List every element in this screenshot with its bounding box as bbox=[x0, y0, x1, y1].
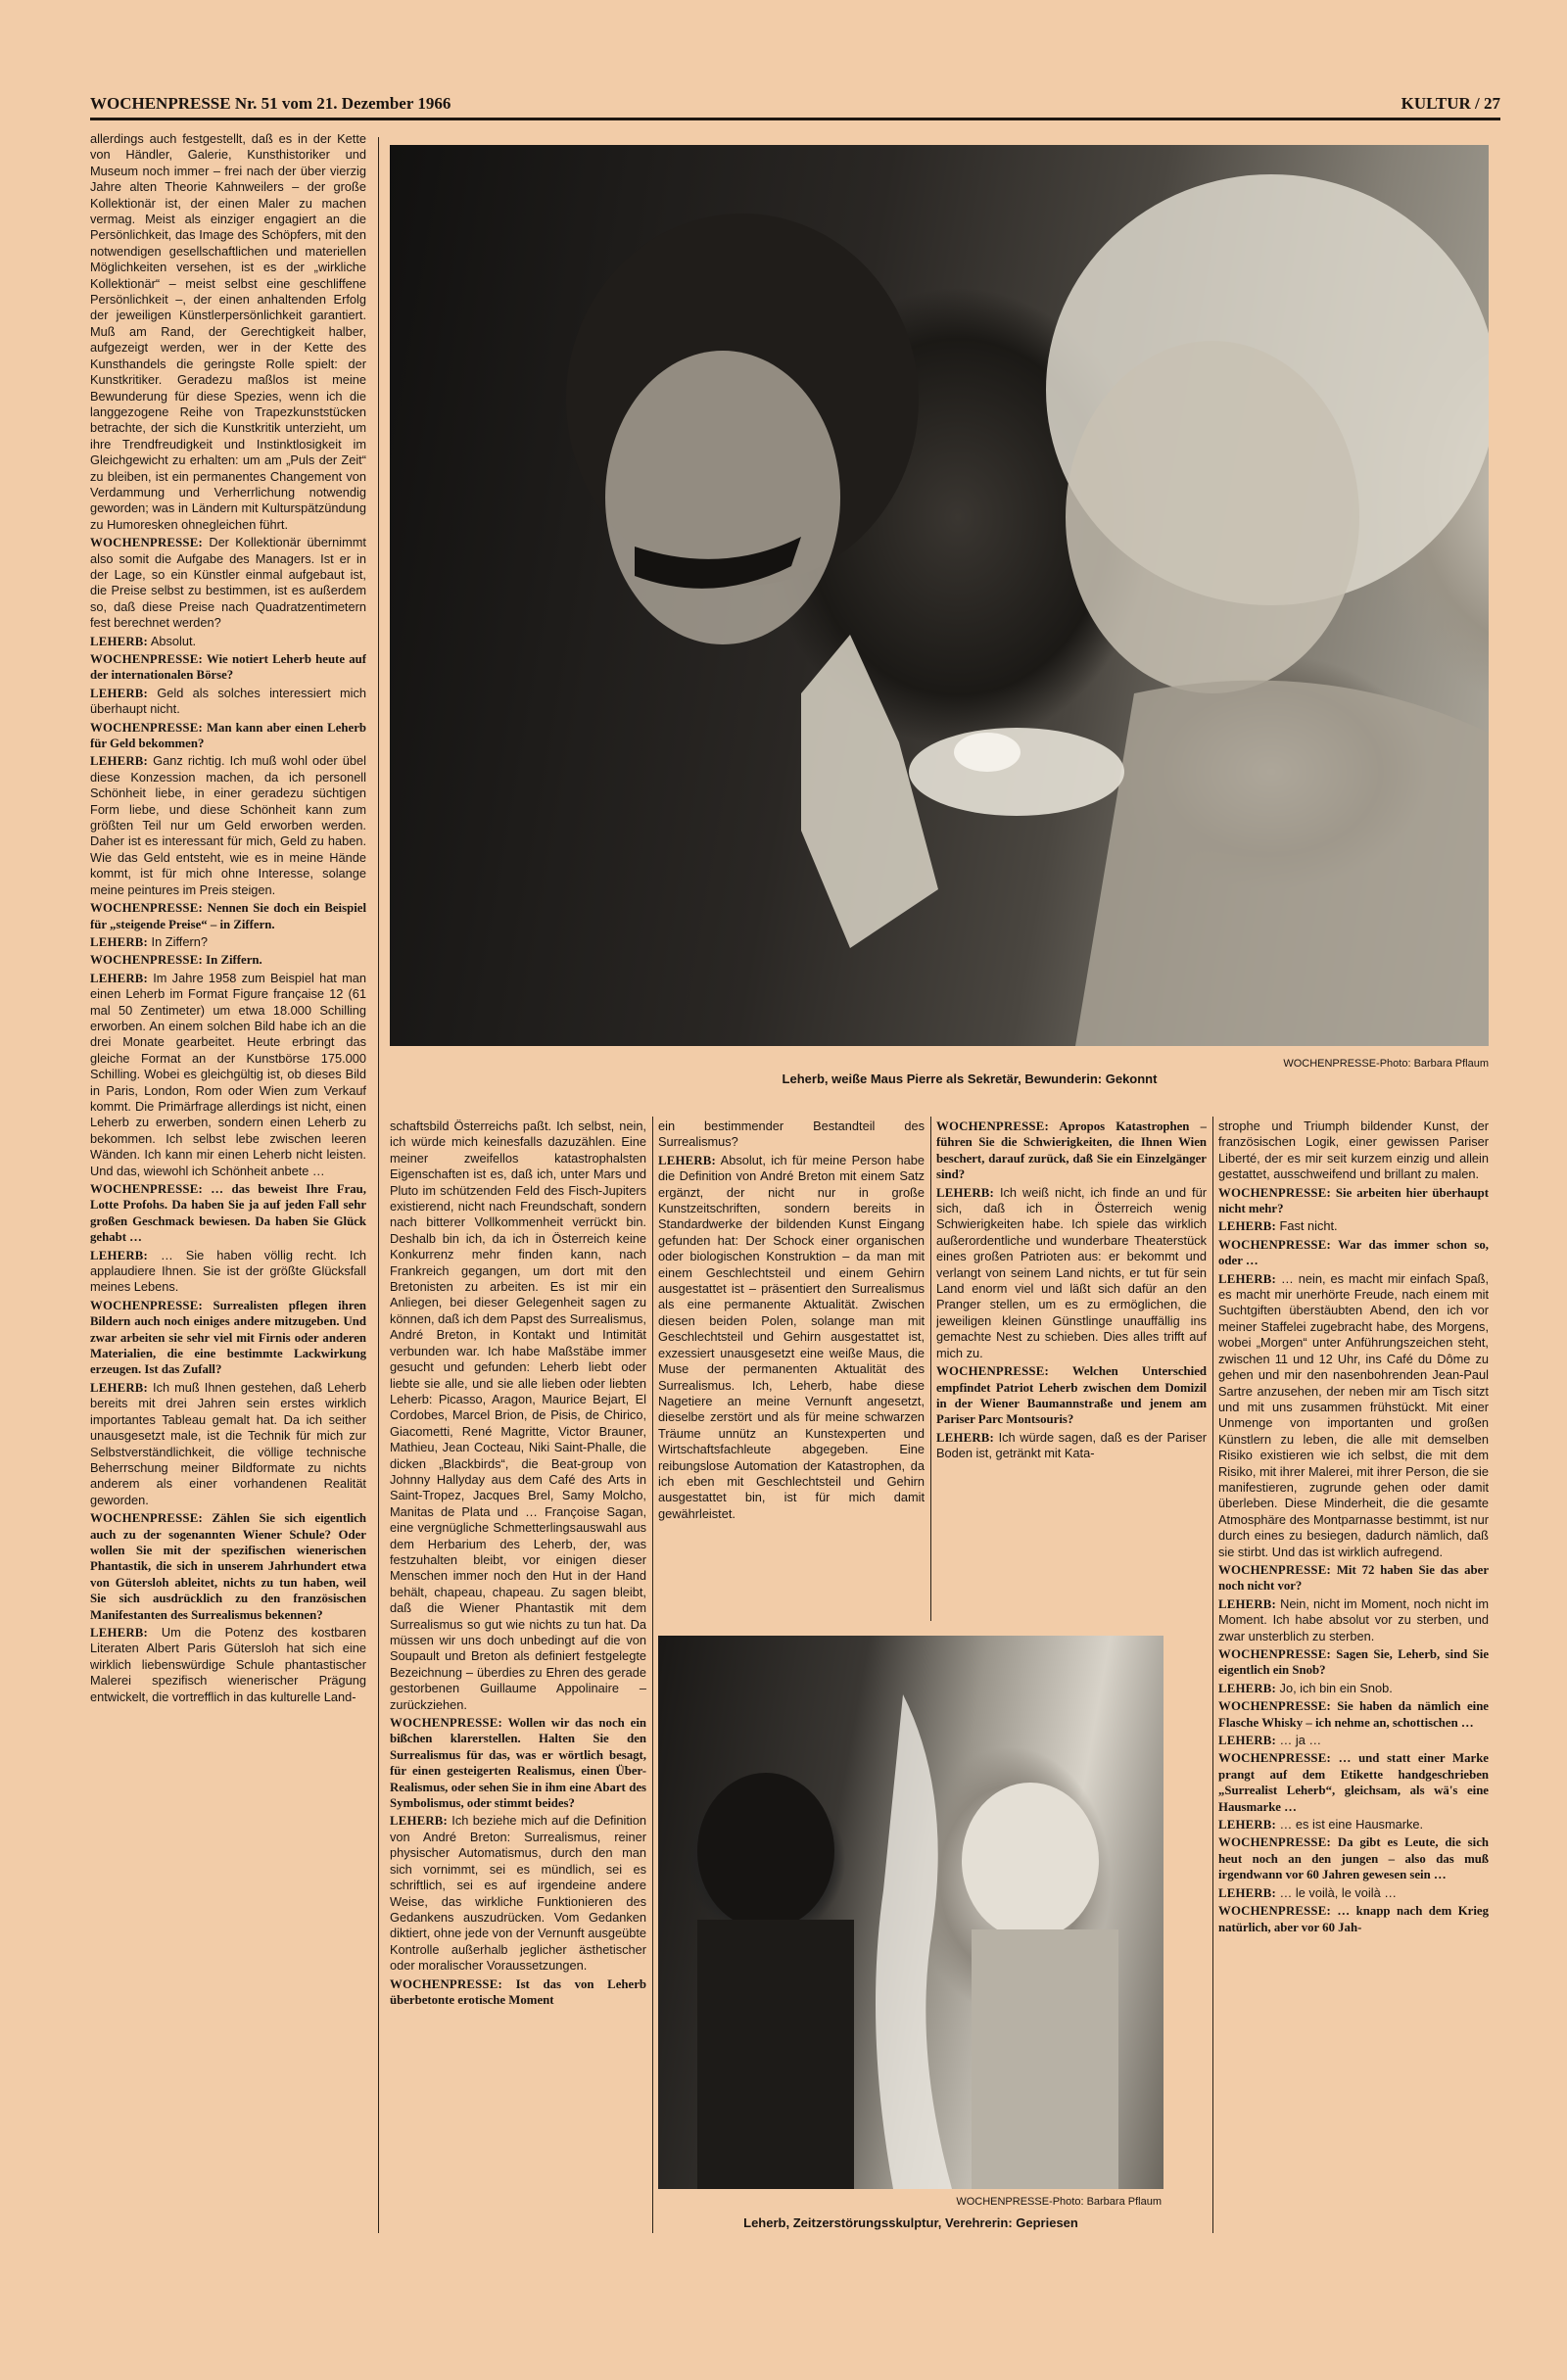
column-rule bbox=[1212, 1117, 1213, 2233]
answer: LEHERB: … le voilà, le voilà … bbox=[1218, 1884, 1398, 1900]
question: WOCHENPRESSE: … knapp nach dem Krieg natürlich, aber vor 60 Jah- bbox=[1218, 1904, 1489, 1934]
speaker-label: WOCHENPRESSE: bbox=[1218, 1237, 1331, 1252]
answer: LEHERB: Im Jahre 1958 zum Beispiel hat man einen Leherb im Format Figure française 12 (61 mal 50 Zentimeter) um etwa 18.000 Schilling erworben. An einem solchen Bild habe ich an die drei Monate gearbeitet. Heute erbringt das gleiche Format an der Kunstbörse 175.000 Schilling. Wobei es gleichgültig ist, ob dieses Bild in Paris, London, Rom oder Wien zum Verkauf kommt. Die Primärfrage allerdings ist nicht, einen Leherb zu erwerben, sondern einen Leherb zu bekommen. Ich selbst lebe zwischen leeren Wänden. Ich kann mir einen Leherb nicht leisten. Und das, wiewohl ich Schönheit anbete … bbox=[90, 970, 366, 1178]
question: WOCHENPRESSE: Zählen Sie sich eigentlich auch zu der sogenannten Wiener Schule? Oder wollen Sie mit der spezifischen wienerischen Phantastik, die sich in unserem Jahrhundert etwa von Gütersloh ableitet, nichts zu tun haben, weil Sie sich ausdrücklich zu den französischen Manifestanten des Surrealismus bekennen? bbox=[90, 1511, 366, 1622]
paragraph: strophe und Triumph bildender Kunst, der französischen Logik, einer gewissen Pariser Liberté, der es mir seit kurzem einzig und allein gestattet, ausschweifend und brillant zu malen. bbox=[1218, 1119, 1489, 1182]
speaker-label: LEHERB: bbox=[390, 1814, 448, 1829]
speaker-label: WOCHENPRESSE: bbox=[1218, 1185, 1331, 1200]
speaker-label: LEHERB: bbox=[1218, 1734, 1276, 1748]
speaker-label: LEHERB: bbox=[90, 934, 148, 949]
photo1-caption: Leherb, weiße Maus Pierre als Sekretär, Bewunderin: Gekonnt bbox=[782, 1071, 1158, 1086]
answer: LEHERB: Ich muß Ihnen gestehen, daß Leherb bereits mit drei Jahren sein erstes wirklich importantes Tableau gemalt hat. Da ich seither unausgesetzt male, ist die Technik für mich zur Selbstverständlichkeit, die völlige technische Beherrschung meiner Bildformate zu nichts anderem als einer vorhandenen Realität geworden. bbox=[90, 1379, 366, 1507]
speaker-label: LEHERB: bbox=[1218, 1885, 1276, 1900]
question: WOCHENPRESSE: Wollen wir das noch ein bißchen klarerstellen. Halten Sie den Surrealismus für das, was er wörtlich besagt, für einen gesteigerten Realismus, einen Über-Realismus, oder sehen Sie in ihm eine Abart des Symbolismus, oder stimmt beides? bbox=[390, 1716, 646, 1811]
speaker-label: LEHERB: bbox=[1218, 1596, 1276, 1611]
photo-illustration bbox=[390, 145, 1489, 1046]
answer: LEHERB: … ja … bbox=[1218, 1733, 1322, 1748]
answer: LEHERB: Absolut, ich für meine Person habe die Definition von André Breton mit einem Satz ergänzt, der nicht nur in große Kunstzeitschriften, sondern bereits in Standardwerke der bildenden Kunst Eingang gefunden hat: Der Schock einer organischen oder biologischen Konstruktion – da man mit einem Geschlechtsteil und einem Gehirn ausgestattet ist – präsentiert den Surrealismus als eine permanente Aktualität. Zwischen diesen beiden Polen, solange man mit Geschlechtsteil und Gehirn ausgestattet ist, exzessiert unausgesetzt eine weiße Maus, die Muse der permanenten Aktualität des Surrealismus. Ich, Leherb, habe diese Nagetiere an meine Vernunft angesetzt, dieselbe zerstört und als für meine schwarzen Träume unnütz an Kunstexperten und Wirtschaftsfachleute abgegeben. Eine reibungslose Automation der Katastrophen, da ich eben mit Geschlechtsteil und Gehirn ausgestattet bin, ist für mich damit gewährleistet. bbox=[658, 1152, 925, 1521]
photo-illustration bbox=[658, 1636, 1163, 2189]
question: WOCHENPRESSE: Welchen Unterschied empfindet Patriot Leherb zwischen dem Domizil in der Wiener Baumannstraße und jenem am Pariser Parc Montsouris? bbox=[936, 1364, 1207, 1427]
speaker-label: WOCHENPRESSE: bbox=[90, 720, 203, 735]
article-column-1 bbox=[90, 131, 366, 2237]
masthead bbox=[90, 90, 1500, 120]
speaker-label: LEHERB: bbox=[1218, 1271, 1276, 1286]
answer: LEHERB: Geld als solches interessiert mich überhaupt nicht. bbox=[90, 685, 366, 717]
speaker-label: WOCHENPRESSE: bbox=[936, 1119, 1049, 1133]
question: WOCHENPRESSE: Da gibt es Leute, die sich heut noch an den jungen – also das muß irgendwann vor 60 Jahren gewesen sein … bbox=[1218, 1835, 1489, 1882]
question: WOCHENPRESSE: … und statt einer Marke prangt auf dem Etikette handgeschrieben „Surrealist Leherb“, gleichsam, als wä's eine Hausmarke … bbox=[1218, 1751, 1489, 1814]
column-rule bbox=[652, 1117, 653, 2233]
article-column-4 bbox=[936, 1119, 1207, 1623]
paragraph: allerdings auch festgestellt, daß es in der Kette von Händler, Galerie, Kunsthistoriker und Museum noch immer – frei nach der über vierzig Jahre alten Theorie Kahnweilers – der große Kollektionär ist, der einen Maler zu machen vermag. Meist als einziger engagiert an die Persönlichkeit, das Image des Schöpfers, mit den notwendigen gesellschaftlichen und materiellen Möglichkeiten versehen, ist es der „wirkliche Kollektionär“ – meist selbst eine geschliffene Persönlichkeit –, der einen anhaltenden Erfolg der jeweiligen Künstlerpersönlichkeit garantiert. Muß am Rand, der Gerechtigkeit halber, aufgezeigt werden, wer in der Kette des Kunsthandels die geringste Rolle spielt: der Kunstkritiker. Geradezu maßlos ist meine Bewunderung für diese Spezies, wenn ich die langgezogene Reihe von Trapezkunststücken betrachte, der sich die Kunstkritik unterzieht, um ihre Trendfreudigkeit und Instinktlosigkeit im Gleichgewicht zu erhalten: um am „Puls der Zeit“ zu bleiben, ist ein permanentes Changement von Verdammung und Verherrlichung notwendig geworden; was in Ländern mit Kulturspätzündung zu Humoresken ohnegleichen führt. bbox=[90, 131, 366, 532]
speaker-label: WOCHENPRESSE: bbox=[90, 953, 203, 968]
question: WOCHENPRESSE: Mit 72 haben Sie das aber noch nicht vor? bbox=[1218, 1562, 1489, 1594]
speaker-label: LEHERB: bbox=[90, 1380, 148, 1395]
speaker-label: LEHERB: bbox=[90, 634, 148, 648]
speaker-label: LEHERB: bbox=[90, 686, 148, 700]
question: WOCHENPRESSE: Sie haben da nämlich eine Flasche Whisky – ich nehme an, schottischen … bbox=[1218, 1699, 1489, 1730]
question: WOCHENPRESSE: Man kann aber einen Leherb für Geld bekommen? bbox=[90, 720, 366, 751]
speaker-label: LEHERB: bbox=[90, 971, 148, 985]
article-column-2 bbox=[390, 1119, 646, 2235]
speaker-label: WOCHENPRESSE: bbox=[90, 1298, 203, 1312]
answer: LEHERB: In Ziffern? bbox=[90, 933, 208, 949]
column-rule bbox=[378, 137, 379, 2233]
photo1-credit: WOCHENPRESSE-Photo: Barbara Pflaum bbox=[1283, 1058, 1489, 1070]
photo2-credit: WOCHENPRESSE-Photo: Barbara Pflaum bbox=[956, 2196, 1162, 2208]
speaker-label: LEHERB: bbox=[936, 1185, 994, 1200]
answer: LEHERB: Ich würde sagen, daß es der Pariser Boden ist, getränkt mit Kata- bbox=[936, 1429, 1207, 1461]
answer: LEHERB: Fast nicht. bbox=[1218, 1218, 1338, 1234]
answer: LEHERB: Nein, nicht im Moment, noch nicht im Moment. Ich habe absolut vor zu sterben, und zwar unsterblich zu sterben. bbox=[1218, 1595, 1489, 1643]
speaker-label: LEHERB: bbox=[1218, 1681, 1276, 1695]
question: WOCHENPRESSE: Apropos Katastrophen – führen Sie die Schwierigkeiten, die Ihnen Wien beschert, darauf zurück, daß Sie ein Einzelgänger sind? bbox=[936, 1119, 1207, 1182]
answer: LEHERB: Um die Potenz des kostbaren Literaten Albert Paris Gütersloh hat sich eine wirklich liebenswürdige Schule phantastischer Malerei spezifisch wienerischer Prägung entwickelt, die vortrefflich in das kulturelle Land- bbox=[90, 1624, 366, 1704]
question: WOCHENPRESSE: War das immer schon so, oder … bbox=[1218, 1237, 1489, 1268]
speaker-label: WOCHENPRESSE: bbox=[90, 901, 203, 916]
article-column-5 bbox=[1218, 1119, 1489, 2235]
answer: LEHERB: … Sie haben völlig recht. Ich applaudiere Ihnen. Sie ist der größte Glücksfall meines Lebens. bbox=[90, 1247, 366, 1295]
question: WOCHENPRESSE: Sagen Sie, Leherb, sind Sie eigentlich ein Snob? bbox=[1218, 1647, 1489, 1678]
question: WOCHENPRESSE: Nennen Sie doch ein Beispiel für „steigende Preise“ – in Ziffern. bbox=[90, 901, 366, 931]
photo-leherb-sculpture bbox=[658, 1636, 1163, 2189]
answer: LEHERB: Ich weiß nicht, ich finde an und für sich, daß ich in Österreich wenig Schwierigkeiten habe. Ich spiele das wirklich außerordentliche und wunderbare Theaterstück eines großen Patrioten aus: er bekommt und verlangt von seinem Land nichts, er tut für sein Land enorm viel und läßt sich dafür an den Pranger stellen, um es zu ermöglichen, die jeweiligen kleinen Günstlinge unauffällig ins gemachte Nest zu schieben. Dies alles trifft auf mich zu. bbox=[936, 1184, 1207, 1360]
paragraph: schaftsbild Österreichs paßt. Ich selbst, nein, ich würde mich keinesfalls dazuzählen. Eine meiner zweifellos katastrophalsten Eigenschaften ist es, daß ich, unter Mars und Pluto im schützenden Feld des Fisch-Jupiters existierend, nicht nach Freundschaft, sondern nach bitterer Vollkommenheit verrückt bin. Deshalb bin ich, da ich in Österreich keine Konkurrenz mehr finden kann, nach Frankreich gegangen, um dort mit den Bretonisten zu arbeiten. Es ist mir ein Anliegen, bei dieser Gelegenheit sagen zu können, daß ich dem Papst des Surrealismus, André Breton, in Kontakt und Intimität verbunden war. Ich habe Maßstäbe immer gesucht und gefunden: Leherb liebt oder liebte sie alle, und sie alle lieben oder liebten Leherb: Picasso, Aragon, Maurice Bejart, El Cordobes, Marcel Brion, de Pisis, de Chirico, Giacometti, René Magritte, Victor Brauner, Mathieu, Jean Cocteau, Niki Saint-Phalle, die dicken „Blackbirds“, die Beat-group von Johnny Hallyday aus dem Café des Arts in Saint-Tropez, Jacques Brel, Samy Molcho, Manitas de Plata und … Françoise Sagan, eine vergnügliche Schmetterlingsauswahl aus dem Herbarium des Leherb, der, was festzuhalten bleibt, vor einigen dieser Menschen immer noch den Hut in der Hand behält, chapeau, chapeau. Zu sagen bleibt, daß die Wiener Phantastik mit dem Surrealismus so gut wie nichts zu tun hat. Da müssen wir uns doch unbedingt auf die von Soupault und Breton als definiert festgelegte Bezeichnung – überdies zu Ehren des gerade gestorbenen Guillaume Appolinaire – zurückziehen. bbox=[390, 1119, 646, 1712]
question: WOCHENPRESSE: Wie notiert Leherb heute auf der internationalen Börse? bbox=[90, 652, 366, 683]
speaker-label: LEHERB: bbox=[658, 1153, 716, 1167]
masthead-section: KULTUR / 27 bbox=[1401, 94, 1500, 113]
column-rule bbox=[930, 1117, 931, 1621]
speaker-label: LEHERB: bbox=[936, 1430, 994, 1445]
speaker-label: WOCHENPRESSE: bbox=[1218, 1904, 1331, 1919]
question: WOCHENPRESSE: … das beweist Ihre Frau, Lotte Profohs. Da haben Sie ja auf jeden Fall sehr großen Geschmack bewiesen. Da haben Sie Glück gehabt … bbox=[90, 1182, 366, 1245]
masthead-issue: WOCHENPRESSE Nr. 51 vom 21. Dezember 1966 bbox=[90, 94, 451, 113]
paragraph: ein bestimmender Bestandteil des Surrealismus? bbox=[658, 1119, 925, 1150]
photo-leherb-with-mouse bbox=[390, 145, 1489, 1046]
answer: LEHERB: Ganz richtig. Ich muß wohl oder übel diese Konzession machen, da ich personell Schönheit liebe, in einer geradezu süchtigen Form liebe, und diese Schönheit kann zum größten Teil nur um Geld erworben werden. Daher ist es interessant für mich, Geld zu haben. Wie das Geld entsteht, wie es in meine Hände kommt, ist für mich ohne Interesse, solange meine peintures im Preis steigen. bbox=[90, 753, 366, 897]
speaker-label: WOCHENPRESSE: bbox=[1218, 1751, 1331, 1766]
answer: LEHERB: Jo, ich bin ein Snob. bbox=[1218, 1680, 1393, 1695]
question: WOCHENPRESSE: Surrealisten pflegen ihren Bildern auch noch einiges andere mitzugeben. Und zwar arbeiten sie sehr viel mit Firnis oder anderen Materialien, die eine bestimmte Lackwirkung erzeugen. Ist das Zufall? bbox=[90, 1298, 366, 1377]
speaker-label: LEHERB: bbox=[1218, 1219, 1276, 1234]
speaker-label: WOCHENPRESSE: bbox=[936, 1364, 1049, 1379]
speaker-label: LEHERB: bbox=[90, 754, 148, 769]
speaker-label: WOCHENPRESSE: bbox=[1218, 1562, 1331, 1577]
speaker-label: LEHERB: bbox=[1218, 1818, 1276, 1833]
speaker-label: WOCHENPRESSE: bbox=[90, 652, 203, 666]
answer: LEHERB: … nein, es macht mir einfach Spaß, es macht mir unerhörte Freude, nach einem mit Suchtgiften überstäubten Abend, den ich vor meiner Staffelei zugebracht habe, des Morgens, wobei „Morgen“ unter Anführungszeichen steht, zwischen 11 und 12 Uhr, ins Café du Dôme zu gehen und mir den nasenbohrenden Jean-Paul Sartre anzusehen, der neben mir am Tisch sitzt und mit uns zusammen frühstückt. Mit einer Unmenge von importanten und großen Künstlern zu leben, die alle mit demselben Risiko existieren wie ich selbst, die mit dem Risiko, mit ihrer Malerei, mit ihrer Person, die sie manifestieren, zugrunde gehen oder damit überleben. Diese Minderheit, die die gesamte Atmosphäre des Montparnasse bestimmt, ist nur durch eines zu besiegen, dadurch nämlich, daß sie stirbt. Und das ist wirklich aufregend. bbox=[1218, 1270, 1489, 1559]
speaker-label: WOCHENPRESSE: bbox=[390, 1976, 502, 1991]
question: WOCHENPRESSE: In Ziffern. bbox=[90, 953, 262, 968]
photo2-caption: Leherb, Zeitzerstörungsskulptur, Verehrerin: Gepriesen bbox=[743, 2215, 1078, 2230]
answer: LEHERB: … es ist eine Hausmarke. bbox=[1218, 1817, 1424, 1833]
speaker-label: WOCHENPRESSE: bbox=[90, 536, 203, 550]
answer: LEHERB: Absolut. bbox=[90, 633, 197, 648]
speaker-label: WOCHENPRESSE: bbox=[1218, 1835, 1331, 1850]
speaker-label: WOCHENPRESSE: bbox=[1218, 1699, 1331, 1714]
speaker-label: LEHERB: bbox=[90, 1248, 148, 1262]
question: WOCHENPRESSE: Ist das von Leherb überbetonte erotische Moment bbox=[390, 1976, 646, 2007]
speaker-label: LEHERB: bbox=[90, 1625, 148, 1640]
speaker-label: WOCHENPRESSE: bbox=[1218, 1647, 1331, 1661]
speaker-label: WOCHENPRESSE: bbox=[90, 1182, 203, 1196]
question: WOCHENPRESSE: Der Kollektionär übernimmt also somit die Aufgabe des Managers. Ist er in der Lage, so ein Künstler einmal aufgebaut ist, die Preise selbst zu bestimmen, ist es außerdem so, daß diese Preise nach Quadratzentimetern fest berechnet werden? bbox=[90, 535, 366, 631]
speaker-label: WOCHENPRESSE: bbox=[390, 1716, 502, 1731]
question: WOCHENPRESSE: Sie arbeiten hier überhaupt nicht mehr? bbox=[1218, 1185, 1489, 1216]
article-column-3 bbox=[658, 1119, 925, 1623]
answer: LEHERB: Ich beziehe mich auf die Definition von André Breton: Surrealismus, reiner physischer Automatismus, durch den man sich vornimmt, sei es mündlich, sei es schriftlich, sei es auf irgendeine andere Weise, das wirkliche Funktionieren des Gedankens auszudrücken. Vom Gedanken diktiert, ohne jede von der Vernunft ausgeübte Kontrolle außerhalb jeglicher ästhetischer oder moralischer Voraussetzungen. bbox=[390, 1813, 646, 1974]
speaker-label: WOCHENPRESSE: bbox=[90, 1511, 203, 1526]
